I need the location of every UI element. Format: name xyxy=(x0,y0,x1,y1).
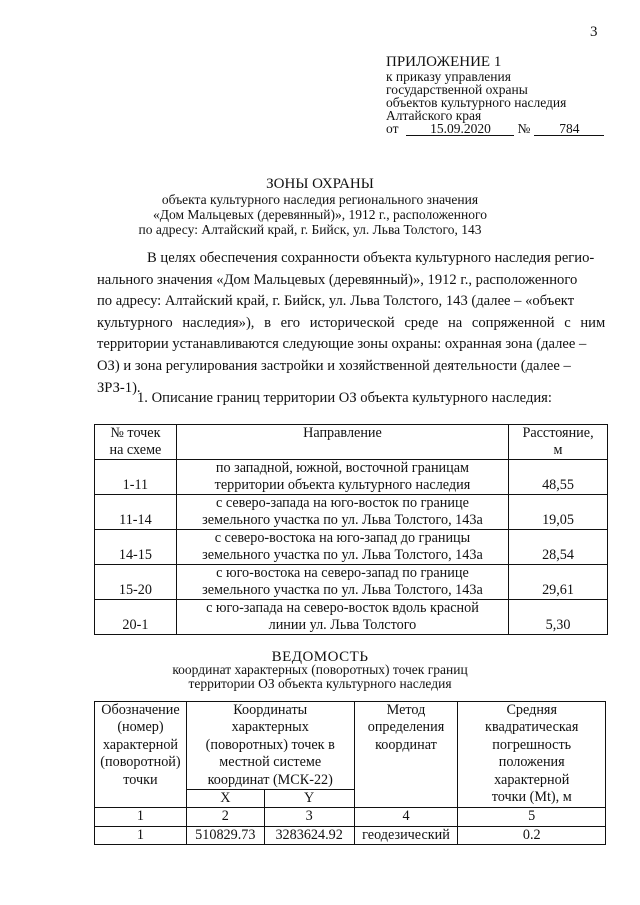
paragraph-line: В целях обеспечения сохранности объекта культурного наследия регио- xyxy=(147,250,595,266)
table-header-row xyxy=(95,425,608,460)
header-text: Координаты xyxy=(233,702,308,718)
cell-direction xyxy=(176,565,508,600)
header-text: (номер) xyxy=(117,719,164,736)
cell-points: 20-1 xyxy=(95,600,177,635)
zones-subtitle-line: по адресу: Алтайский край, г. Бийск, ул. Льва Толстого, 143 xyxy=(138,222,482,237)
cell-y: 3283624.92 xyxy=(264,826,354,844)
direction-text: территории объекта культурного наследия xyxy=(214,477,471,493)
header-text: (поворотных) точек в xyxy=(205,736,335,753)
vedomost-subtitle-line: территории ОЗ объекта культурного наследия xyxy=(188,676,452,691)
cell-points: 15-20 xyxy=(95,565,177,600)
paragraph-line: ОЗ) и зона регулирования застройки и хозяйственной деятельности (далее – xyxy=(97,357,571,374)
cell-points: 1-11 xyxy=(95,460,177,495)
table-row xyxy=(95,565,608,600)
cell-distance: 5,30 xyxy=(509,600,608,635)
vedomost-title: ВЕДОМОСТЬ xyxy=(271,649,369,665)
header-coordinates xyxy=(186,702,354,790)
cell-method: геодезический xyxy=(354,826,458,844)
index-cell: 1 xyxy=(95,808,187,826)
header-text: положения xyxy=(498,754,565,771)
paragraph-line: нального значения «Дом Мальцевых (деревянный)», 1912 г., расположенного xyxy=(97,271,578,288)
header-text: Метод xyxy=(386,702,426,718)
header-text: точки xyxy=(123,771,158,788)
coordinates-table xyxy=(94,701,606,845)
cell-direction xyxy=(176,495,508,530)
appendix-header xyxy=(386,54,626,136)
appendix-line: государственной охраны xyxy=(386,82,528,97)
direction-text: с юго-запада на северо-восток вдоль красной xyxy=(206,600,479,616)
appendix-line: объектов культурного наследия xyxy=(386,95,567,110)
zones-subtitle-line: объекта культурного наследия регионального значения xyxy=(161,192,479,207)
table-row xyxy=(95,460,608,495)
table-header-row xyxy=(95,702,606,790)
cell-direction xyxy=(176,460,508,495)
header-text: Средняя xyxy=(506,702,557,718)
header-text: определения xyxy=(367,719,445,736)
header-distance xyxy=(509,425,608,460)
direction-text: с северо-востока на юго-запад до границы xyxy=(214,530,471,546)
index-cell: 3 xyxy=(264,808,354,826)
table-row xyxy=(95,600,608,635)
intro-paragraph xyxy=(97,248,605,399)
direction-text: по западной, южной, восточной границам xyxy=(215,460,470,476)
vedomost-subtitle-line: координат характерных (поворотных) точек границ xyxy=(172,662,468,677)
header-text: на схеме xyxy=(109,442,162,458)
header-text: м xyxy=(553,442,563,458)
appendix-title: ПРИЛОЖЕНИЕ 1 xyxy=(386,54,502,70)
index-cell: 5 xyxy=(458,808,606,826)
table-row xyxy=(95,495,608,530)
header-text: характерной xyxy=(102,736,179,753)
vedomost-subtitle xyxy=(0,663,640,691)
cell-points: 11-14 xyxy=(95,495,177,530)
direction-text: линии ул. Льва Толстого xyxy=(268,617,417,633)
boundary-table xyxy=(94,424,608,635)
cell-distance: 28,54 xyxy=(509,530,608,565)
header-text: точки (Mt), м xyxy=(491,789,572,806)
header-designation xyxy=(95,702,187,808)
header-text: Расстояние, xyxy=(522,425,594,441)
header-text: координат xyxy=(375,736,437,753)
direction-text: с северо-запада на юго-восток по границе xyxy=(216,495,469,511)
index-cell: 4 xyxy=(354,808,458,826)
header-text: характерных xyxy=(231,719,309,736)
order-date: 15.09.2020 xyxy=(406,122,514,136)
header-text: погрешность xyxy=(492,736,572,753)
number-sign: № xyxy=(517,121,531,136)
paragraph-line: ЗРЗ-1). xyxy=(97,379,141,396)
zones-subtitle xyxy=(0,192,640,237)
header-points xyxy=(95,425,177,460)
index-cell: 2 xyxy=(186,808,264,826)
header-text: квадратическая xyxy=(485,719,579,736)
header-text: характерной xyxy=(494,771,570,788)
table-row xyxy=(95,826,606,844)
cell-points: 14-15 xyxy=(95,530,177,565)
header-accuracy xyxy=(458,702,606,808)
zones-title: ЗОНЫ ОХРАНЫ xyxy=(266,176,374,192)
cell-direction xyxy=(176,530,508,565)
paragraph-line: территории устанавливаются следующие зоны охраны: охранная зона (далее – xyxy=(97,336,587,353)
direction-text: земельного участка по ул. Льва Толстого, 143а xyxy=(202,512,483,528)
cell-accuracy: 0.2 xyxy=(458,826,606,844)
appendix-date-line xyxy=(386,122,626,136)
appendix-line: к приказу управления xyxy=(386,69,511,84)
header-text: Обозначение xyxy=(101,702,180,718)
header-text: координат (МСК-22) xyxy=(207,771,333,788)
page-number: 3 xyxy=(590,24,598,40)
date-prefix: от xyxy=(386,121,399,136)
header-method xyxy=(354,702,458,808)
header-text: (поворотной) xyxy=(100,754,181,771)
paragraph-line: по адресу: Алтайский край, г. Бийск, ул. Льва Толстого, 143 (далее – «объект xyxy=(97,293,575,310)
direction-text: земельного участка по ул. Льва Толстого, 143а xyxy=(202,582,483,598)
direction-text: с юго-востока на северо-запад по границе xyxy=(216,565,469,581)
cell-point: 1 xyxy=(95,826,187,844)
section-heading: 1. Описание границ территории ОЗ объекта культурного наследия: xyxy=(137,390,552,406)
order-number: 784 xyxy=(534,122,604,136)
header-y: Y xyxy=(264,790,354,808)
paragraph-line: культурного наследия»), в его исторической среде на сопряженной с ним xyxy=(97,314,606,331)
index-row xyxy=(95,808,606,826)
appendix-line: Алтайского края xyxy=(386,108,482,123)
header-text: № точек xyxy=(110,425,161,441)
cell-distance: 29,61 xyxy=(509,565,608,600)
cell-distance: 19,05 xyxy=(509,495,608,530)
cell-distance: 48,55 xyxy=(509,460,608,495)
header-text: местной системе xyxy=(219,754,322,771)
direction-text: земельного участка по ул. Льва Толстого, 143а xyxy=(202,547,483,563)
header-direction: Направление xyxy=(176,425,508,460)
cell-x: 510829.73 xyxy=(186,826,264,844)
header-x: X xyxy=(186,790,264,808)
table-row xyxy=(95,530,608,565)
zones-subtitle-line: «Дом Мальцевых (деревянный)», 1912 г., расположенного xyxy=(153,207,487,222)
cell-direction xyxy=(176,600,508,635)
